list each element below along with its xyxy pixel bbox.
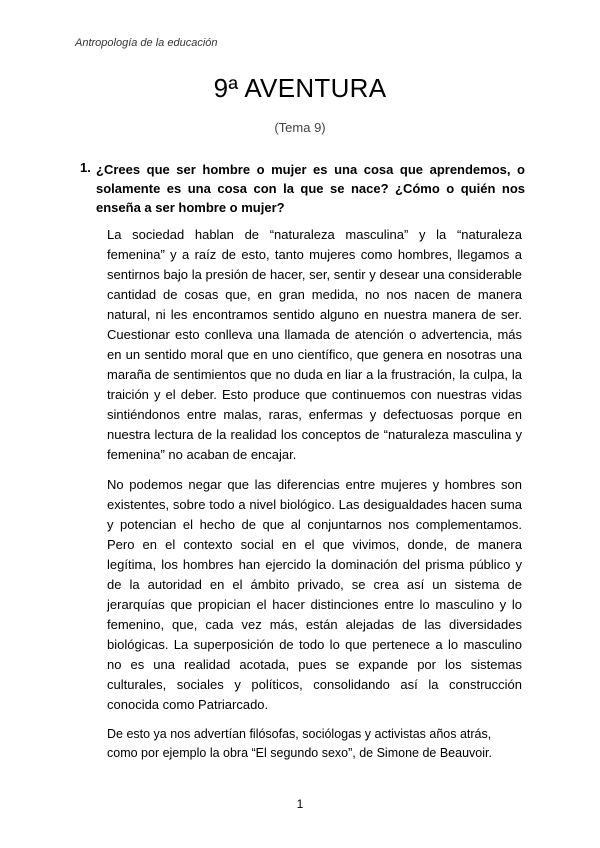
question-text: ¿Crees que ser hombre o mujer es una cosa que aprendemos, o solamente es una cosa con la que se nace? ¿Cómo o quién nos enseña a ser hombre o mujer? — [96, 162, 525, 215]
question-number: 1. — [80, 160, 91, 175]
page-number: 1 — [296, 797, 304, 811]
paragraph-1: La sociedad hablan de “naturaleza masculina” y la “naturaleza femenina” y a raíz de esto, tanto mujeres como hombres, llegamos a sentirnos bajo la presión de hacer, ser, sentir y desear una considerable cantidad de cosas que, en gran medida, no nos nacen de manera natural, ni les encontramos sentido alguno en nuestra manera de ser. Cuestionar esto conlleva una llamada de atención o advertencia, más en un sentido moral que en uno científico, que genera en nosotras una maraña de sentimientos que no duda en liar a la frustración, la culpa, la traición y el deber. Esto produce que continuemos con nuestras vidas sintiéndonos entre malas, raras, enfermas y defectuosas porque en nuestra lectura de la realidad los conceptos de “naturaleza masculina y femenina” no acaban de encajar. — [107, 227, 522, 462]
answer-body — [107, 225, 522, 773]
paragraph-3: De esto ya nos advertían filósofas, sociólogas y activistas años atrás, como por ejemplo la obra “El segundo sexo”, de Simone de Beauvoir. — [107, 727, 492, 760]
running-header: Antropología de la educación — [75, 37, 218, 49]
question-block — [80, 160, 525, 217]
page-subtitle: (Tema 9) — [274, 120, 326, 135]
paragraph-2: No podemos negar que las diferencias entre mujeres y hombres son existentes, sobre todo a nivel biológico. Las desigualdades hacen suma y potencian el hecho de que al conjuntarnos nos complementamos. Pero en el contexto social en el que vivimos, donde, de manera legítima, los hombres han ejercido la dominación del prisma público y de la autoridad en el ámbito privado, se crea así un sistema de jerarquías que propician el hacer distinciones entre lo masculino y lo femenino, que, cada vez más, están alejadas de las diversidades biológicas. La superposición de todo lo que pertenece a lo masculino no es una realidad acotada, pues se expande por los sistemas culturales, sociales y políticos, consolidando así la construcción conocida como Patriarcado. — [107, 477, 522, 712]
page-title: 9ª AVENTURA — [213, 73, 387, 103]
